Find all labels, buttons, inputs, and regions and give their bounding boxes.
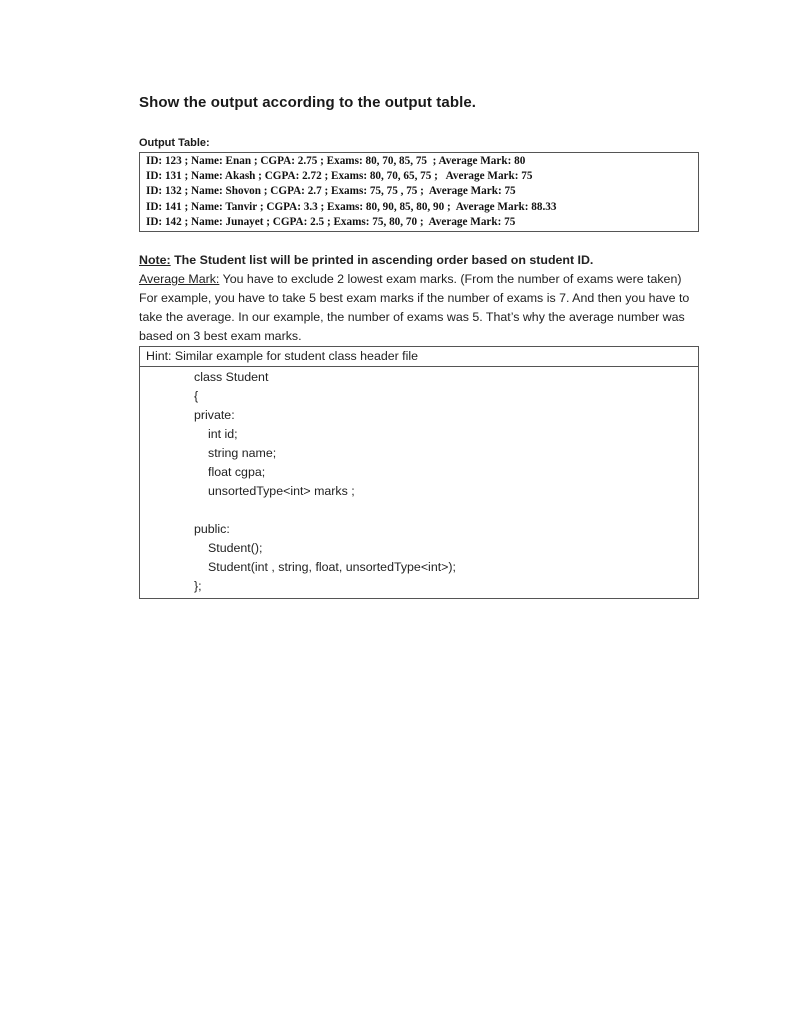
code-close-brace: }; bbox=[194, 579, 202, 594]
output-row: ID: 132 ; Name: Shovon ; CGPA: 2.7 ; Exams: 75, 75 , 75 ; Average Mark: 75 bbox=[146, 185, 516, 198]
output-table bbox=[139, 152, 699, 232]
output-row: ID: 131 ; Name: Akash ; CGPA: 2.72 ; Exams: 80, 70, 65, 75 ; Average Mark: 75 bbox=[146, 170, 533, 183]
code-field-marks: unsortedType<int> marks ; bbox=[208, 484, 355, 499]
note-paragraph bbox=[139, 251, 699, 270]
code-field-id: int id; bbox=[208, 427, 238, 442]
output-table-label: Output Table: bbox=[139, 137, 210, 149]
code-public-label: public: bbox=[194, 522, 230, 537]
note-text: The Student list will be printed in ascending order based on student ID. bbox=[170, 253, 594, 268]
code-blank-line bbox=[194, 501, 698, 520]
document-page bbox=[139, 92, 699, 599]
output-row: ID: 141 ; Name: Tanvir ; CGPA: 3.3 ; Exams: 80, 90, 85, 80, 90 ; Average Mark: 88.33 bbox=[146, 200, 557, 213]
code-field-cgpa: float cgpa; bbox=[208, 465, 266, 480]
code-default-constructor: Student(); bbox=[208, 541, 263, 556]
code-open-brace: { bbox=[194, 389, 199, 404]
page-heading: Show the output according to the output table. bbox=[139, 94, 477, 111]
notes-section bbox=[139, 251, 699, 346]
output-row: ID: 142 ; Name: Junayet ; CGPA: 2.5 ; Exams: 75, 80, 70 ; Average Mark: 75 bbox=[146, 215, 516, 228]
hint-title: Hint: Similar example for student class header file bbox=[140, 347, 698, 367]
hint-box bbox=[139, 346, 699, 599]
code-class-declaration: class Student bbox=[194, 370, 269, 385]
code-field-name: string name; bbox=[208, 446, 277, 461]
example-paragraph: For example, you have to take 5 best exam marks if the number of exams is 7. And then you have to take the average. In our example, the number of exams was 5. That’s why the average number was based on 3 best exam marks. bbox=[139, 291, 690, 344]
average-mark-label: Average Mark: bbox=[139, 272, 220, 287]
average-mark-paragraph bbox=[139, 270, 699, 289]
code-param-constructor: Student(int , string, float, unsortedType<int>); bbox=[208, 560, 456, 575]
note-label: Note: bbox=[139, 253, 171, 268]
hint-code-block bbox=[140, 367, 698, 598]
code-private-label: private: bbox=[194, 408, 235, 423]
average-mark-text: You have to exclude 2 lowest exam marks. (From the number of exams were taken) bbox=[219, 272, 682, 287]
output-row: ID: 123 ; Name: Enan ; CGPA: 2.75 ; Exams: 80, 70, 85, 75 ; Average Mark: 80 bbox=[146, 155, 526, 167]
